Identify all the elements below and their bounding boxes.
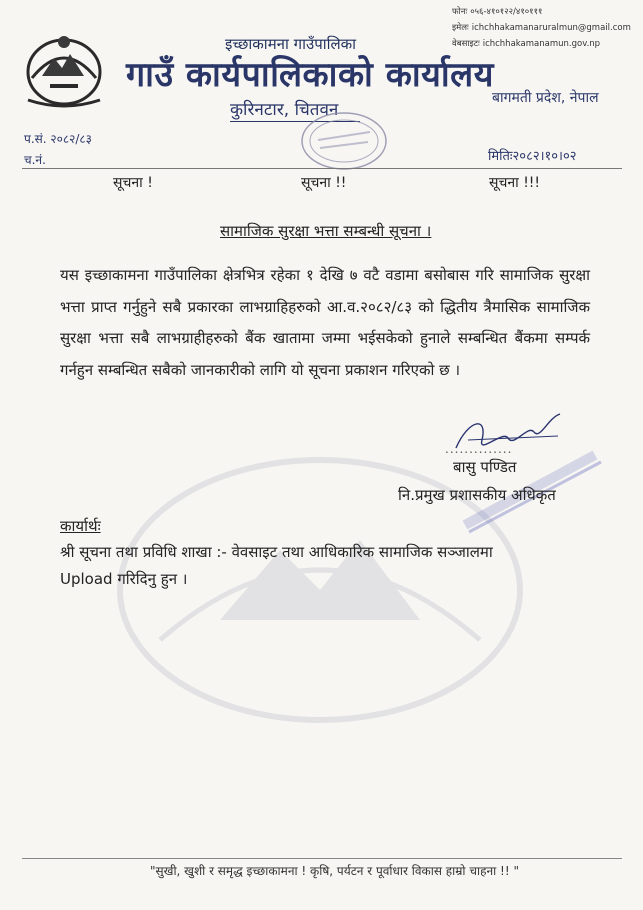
office-subtitle: इच्छाकामना गाउँपालिका <box>225 35 357 53</box>
signature-dots: .............. <box>445 442 513 456</box>
email-value: ichchhakamanaruralmun@gmail.com <box>471 23 631 33</box>
footer-divider <box>22 858 622 859</box>
phone-value: ०५६-४१०१२२/४१०१११ <box>470 7 543 17</box>
notice-body: यस इच्छाकामना गाउँपालिका क्षेत्रभित्र रहेका १ देखि ७ वटै वडामा बसोबास गरि सामाजिक सुरक्षा भत्ता प्राप्त गर्नुहुने सबै प्रकारका लाभग्राहिहरुको आ.व.२०८२/८३ को द्धितीय त्रैमासिक सामाजिक सुरक्षा भत्ता सबै लाभग्राहीहरुको बैंक खातामा जम्मा भईसकेको हुनाले सम्बन्धित बैंकमा सम्पर्क गर्नहुन सम्बन्धित सबैको जानकारीको लागि यो सूचना प्रकाशन गरिएको छ । <box>60 266 590 379</box>
letter-date: मितिः२०८२।१०।०२ <box>488 149 577 164</box>
office-stamp-icon <box>298 110 390 172</box>
dispatch-number: च.नं. <box>24 153 46 167</box>
notice-subject: सामाजिक सुरक्षा भत्ता सम्बन्धी सूचना । <box>220 222 432 240</box>
signatory-name: बासु पण्डित <box>453 458 517 476</box>
reference-number: प.सं. २०८२/८३ <box>24 132 92 146</box>
government-emblem-icon <box>20 30 108 110</box>
action-line-1: श्री सूचना तथा प्रविधि शाखा :- वेवसाइट तथा आधिकारिक सामाजिक सञ्जालमा <box>60 543 493 561</box>
website-label: वेबसाइटः <box>452 39 480 49</box>
contact-email <box>452 22 631 33</box>
contact-website <box>452 38 600 49</box>
office-address: कुरिनटार, चितवन <box>230 100 339 120</box>
signatory-title: नि.प्रमुख प्रशासकीय अधिकृत <box>398 486 556 504</box>
footer-slogan: "सुखी, खुशी र समृद्ध इच्छाकामना ! कृषि, पर्यटन र पूर्वाधार विकास हाम्रो चाहना !! " <box>150 864 519 878</box>
action-line-2: Upload गरिदिनु हुन । <box>60 570 188 588</box>
email-label: इमेलः <box>452 23 469 33</box>
notice-tag-2: सूचना !! <box>301 175 347 191</box>
office-title: गाउँ कार्यपालिकाको कार्यालय <box>126 55 494 95</box>
province-address: बागमती प्रदेश, नेपाल <box>492 90 599 106</box>
contact-phone <box>452 6 542 17</box>
notice-tag-3: सूचना !!! <box>489 175 541 191</box>
header-divider <box>22 168 622 169</box>
website-value: ichchhakamanamun.gov.np <box>482 39 601 49</box>
phone-label: फोनः <box>452 7 468 17</box>
notice-tag-1: सूचना ! <box>113 175 153 191</box>
action-label: कार्यार्थः <box>60 517 101 535</box>
